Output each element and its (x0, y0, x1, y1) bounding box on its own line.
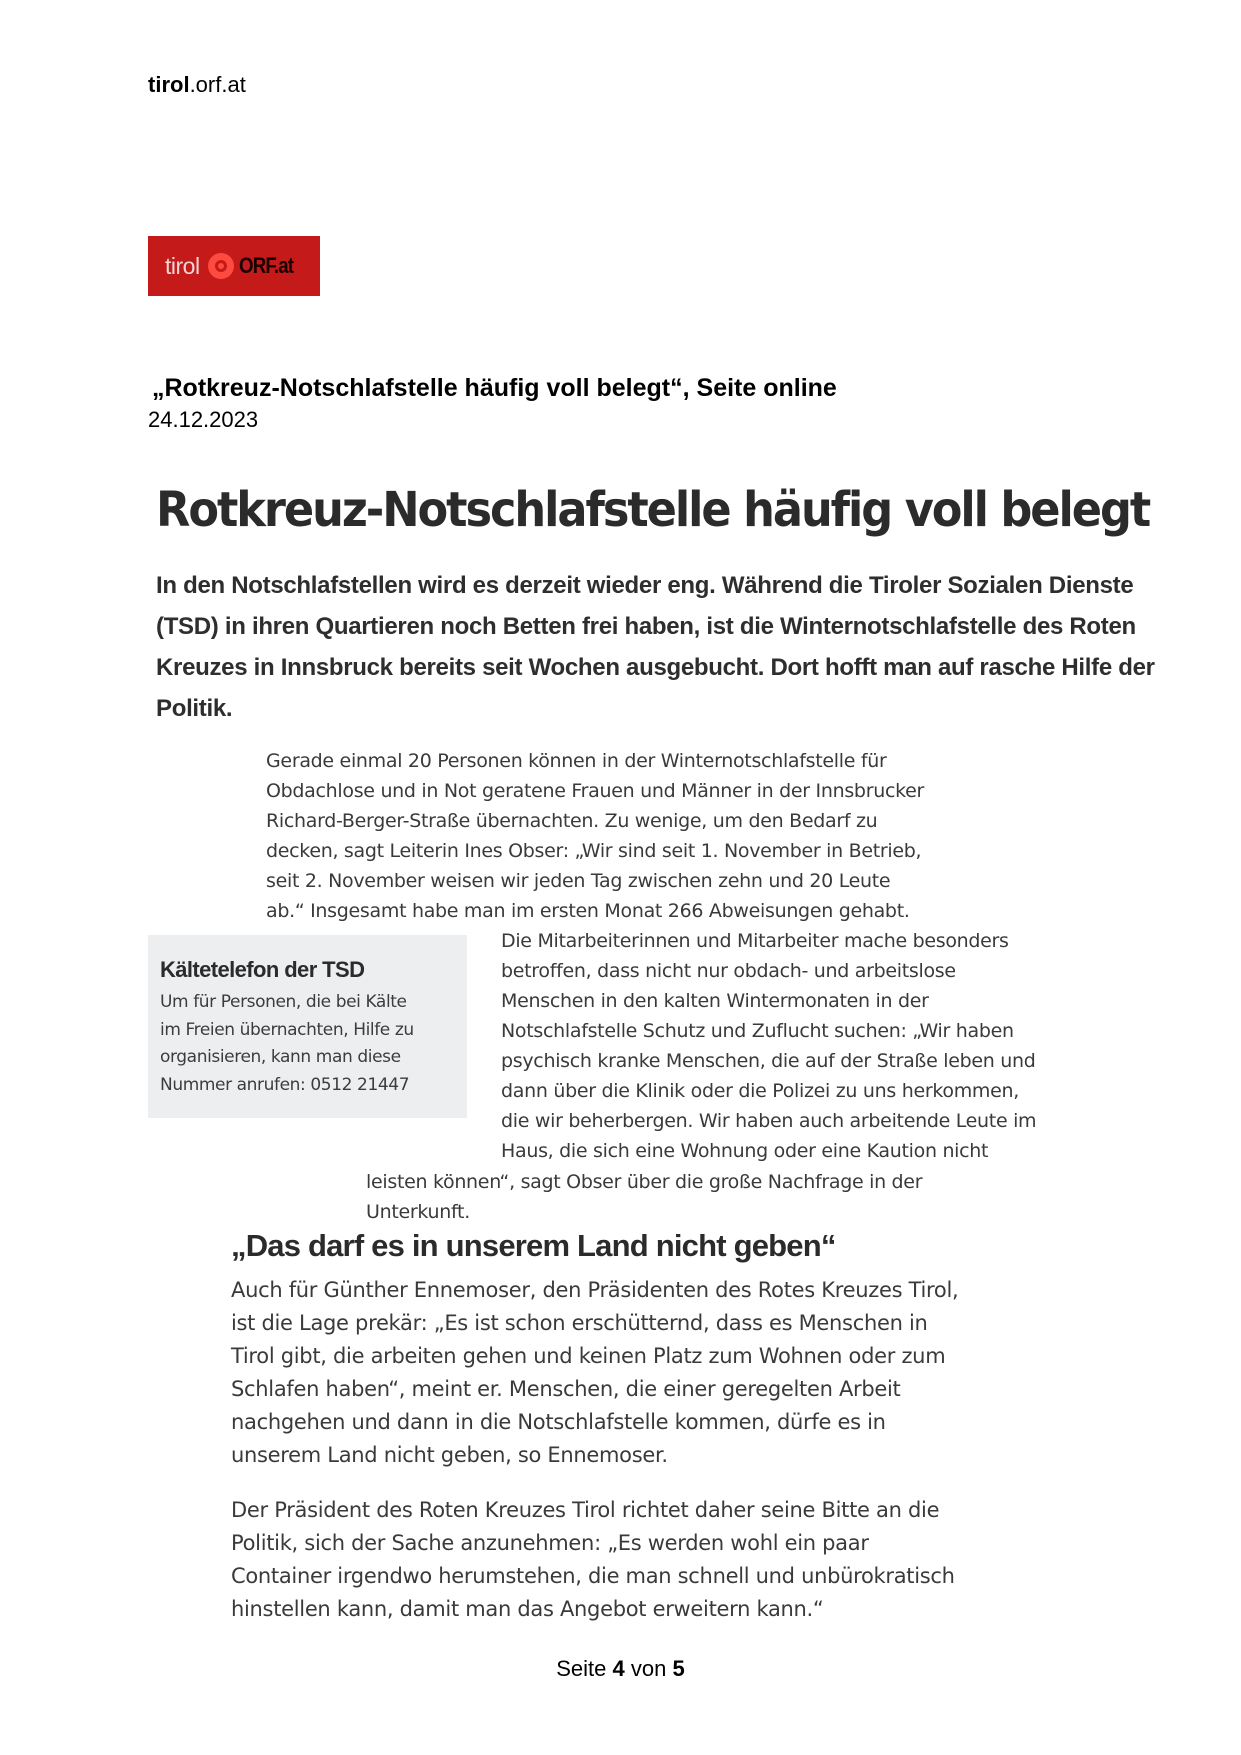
lead-line: In den Notschlafstellen wird es derzeit wieder eng. Während die Tiroler Sozialen Dienste (156, 572, 1134, 599)
lead-line: Politik. (156, 695, 233, 722)
logo-left-text: tirol (165, 252, 200, 279)
paragraph-3 (231, 1274, 958, 1472)
site-name-bold: tirol (148, 72, 190, 97)
text-line: Obdachlose und in Not geratene Frauen und Männer in der Innsbrucker (266, 780, 925, 802)
text-line: ab.“ Insgesamt habe man im ersten Monat 266 Abweisungen gehabt. (266, 900, 910, 922)
text-line: nachgehen und dann in die Notschlafstelle kommen, dürfe es in (231, 1410, 886, 1434)
text-line: ist die Lage prekär: „Es ist schon erschütternd, dass es Menschen in (231, 1311, 928, 1335)
text-line: im Freien übernachten, Hilfe zu (160, 1019, 414, 1040)
text-line: Politik, sich der Sache anzunehmen: „Es werden wohl ein paar (231, 1531, 869, 1555)
text-line: dann über die Klinik oder die Polizei zu uns herkommen, (501, 1080, 1020, 1102)
text-line: Tirol gibt, die arbeiten gehen und keinen Platz zum Wohnen oder zum (231, 1344, 946, 1368)
text-line: Der Präsident des Roten Kreuzes Tirol richtet daher seine Bitte an die (231, 1498, 940, 1522)
text-line: Menschen in den kalten Wintermonaten in der (501, 990, 929, 1012)
text-line: leisten können“, sagt Obser über die große Nachfrage in der (366, 1171, 923, 1193)
current-page: 4 (612, 1656, 625, 1681)
site-name-rest: .orf.at (189, 72, 246, 97)
site-name (148, 72, 246, 98)
text-line: psychisch kranke Menschen, die auf der Straße leben und (501, 1050, 1036, 1072)
text-line: Notschlafstelle Schutz und Zuflucht suchen: „Wir haben (501, 1020, 1014, 1042)
document-heading: „Rotkreuz-Notschlafstelle häufig voll belegt“, Seite online (152, 374, 837, 402)
text-line: hinstellen kann, damit man das Angebot erweitern kann.“ (231, 1597, 824, 1621)
info-box-kaeltetelefon (148, 935, 467, 1118)
text-line: decken, sagt Leiterin Ines Obser: „Wir sind seit 1. November in Betrieb, (266, 840, 922, 862)
paragraph-1 (266, 746, 924, 926)
document-date: 24.12.2023 (148, 407, 259, 432)
lead-line: Kreuzes in Innsbruck bereits seit Wochen ausgebucht. Dort hofft man auf rasche Hilfe der (156, 654, 1155, 681)
page-footer (0, 1656, 1241, 1682)
text-line: Um für Personen, die bei Kälte (160, 992, 407, 1012)
orf-logo (148, 236, 320, 296)
text-line: Haus, die sich eine Wohnung oder eine Kaution nicht (501, 1140, 989, 1162)
paragraph-2 (501, 926, 1036, 1166)
text-line: unserem Land nicht geben, so Ennemoser. (231, 1443, 668, 1467)
text-line: Die Mitarbeiterinnen und Mitarbeiter mache besonders (501, 930, 1009, 952)
article-subheading: „Das darf es in unserem Land nicht geben“ (231, 1228, 836, 1263)
text-line: Unterkunft. (366, 1201, 470, 1223)
text-line: die wir beherbergen. Wir haben auch arbeitende Leute im (501, 1110, 1037, 1132)
text-line: Richard-Berger-Straße übernachten. Zu wenige, um den Bedarf zu (266, 810, 878, 832)
orf-ring-icon (208, 253, 234, 279)
text-line: Auch für Günther Ennemoser, den Präsidenten des Rotes Kreuzes Tirol, (231, 1278, 959, 1302)
text-line: seit 2. November weisen wir jeden Tag zwischen zehn und 20 Leute (266, 870, 891, 892)
footer-prefix: Seite (556, 1656, 607, 1681)
logo-right-text: ORF.at (238, 253, 293, 278)
text-line: Gerade einmal 20 Personen können in der Winternotschlafstelle für (266, 750, 887, 772)
info-box-body (160, 989, 414, 1099)
text-line: organisieren, kann man diese (160, 1047, 401, 1067)
article-title: Rotkreuz-Notschlafstelle häufig voll belegt (156, 482, 1150, 538)
text-line: Container irgendwo herumstehen, die man schnell und unbürokratisch (231, 1564, 955, 1588)
paragraph-4 (231, 1494, 955, 1626)
lead-line: (TSD) in ihren Quartieren noch Betten frei haben, ist die Winternotschlafstelle des Roten (156, 613, 1136, 640)
article-lead (156, 565, 1155, 729)
info-box-title: Kältetelefon der TSD (160, 957, 365, 982)
text-line: betroffen, dass nicht nur obdach- und arbeitslose (501, 960, 956, 982)
text-line: Nummer anrufen: 0512 21447 (160, 1074, 410, 1095)
total-pages: 5 (672, 1656, 685, 1681)
paragraph-2-continued (366, 1167, 922, 1227)
text-line: Schlafen haben“, meint er. Menschen, die einer geregelten Arbeit (231, 1377, 901, 1401)
footer-middle: von (630, 1656, 667, 1681)
